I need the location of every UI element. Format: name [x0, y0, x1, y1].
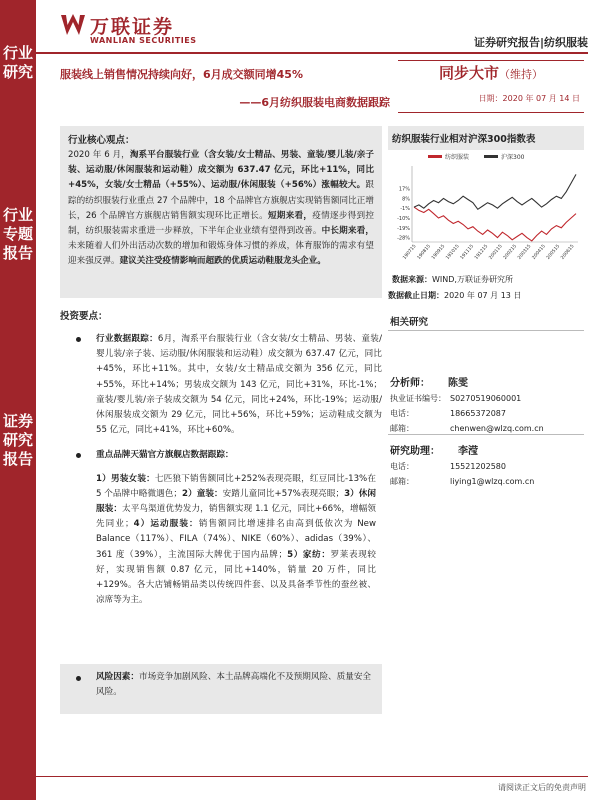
series-line-0 — [414, 207, 576, 241]
y-tick-label: -19% — [397, 225, 410, 232]
analyst-block — [390, 374, 586, 434]
x-tick-label: 190815 — [416, 244, 432, 261]
data-cutoff-date — [388, 290, 521, 301]
risk-label: 风险因素： — [96, 672, 139, 682]
x-tick-label: 200415 — [531, 244, 547, 261]
analyst-email-row[interactable] — [390, 423, 586, 434]
assistant-email-link[interactable]: liying1@wlzq.com.cn — [450, 477, 535, 486]
x-tick-label: 200315 — [517, 244, 533, 261]
logo-chinese-name: 万联证券 — [90, 16, 175, 38]
report-title: 服装线上销售情况持续向好，6月成交额同增45% — [60, 68, 303, 81]
cutoff-label: 数据截止日期： — [388, 291, 444, 300]
sidebar-label-industry-research: 行业研究 — [2, 44, 33, 81]
company-logo — [60, 10, 230, 50]
investment-points — [60, 308, 382, 712]
header-divider — [36, 52, 588, 54]
related-divider — [388, 330, 584, 331]
sidebar-label-special-report: 行业专题报告 — [2, 206, 33, 262]
sub-b-label: 2）童装： — [182, 488, 223, 499]
assistant-block — [390, 442, 586, 487]
report-date: 日期：2020 年 07 月 14 日 — [478, 94, 580, 103]
y-tick-label: -28% — [397, 235, 410, 242]
report-category-tag: 证券研究报告|纺织服装 — [473, 36, 588, 49]
risk-factors-box — [60, 664, 382, 714]
rating-hold: （维持） — [499, 68, 543, 81]
y-tick-label: 17% — [398, 186, 410, 193]
x-tick-label: 191015 — [445, 244, 461, 261]
footer-divider — [36, 776, 588, 777]
core-text-h: 建议关注受疫情影响而超跌的优质运动鞋服龙头企业。 — [119, 256, 326, 267]
chart-title: 纺织服装行业相对沪深300指数表 — [388, 126, 584, 150]
sub-a-label: 1）男装女装： — [96, 473, 155, 484]
logo-w-icon — [60, 12, 86, 38]
report-subtitle: ——6月纺织服装电商数据跟踪 — [239, 96, 390, 109]
core-text-b: 淘系平台服装行业（含女装/女士精品、男装、童装/婴儿装/亲子装、运动服/休闲服装和运动鞋）成交额为 637.47 亿元，环比+11%，同比+45%，女装/女士精品（+55%）、运动服/休闲服装（+56%）涨幅较大。 — [68, 150, 374, 191]
series-line-1 — [414, 174, 576, 209]
assistant-phone: 15521202580 — [450, 462, 506, 471]
assistant-phone-row — [390, 461, 586, 472]
rating-main: 同步大市 — [438, 64, 499, 82]
chart-canvas — [388, 150, 584, 274]
analyst-name-row — [390, 374, 586, 389]
index-chart — [388, 126, 584, 284]
investment-points-title: 投资要点： — [60, 311, 108, 322]
analyst-name: 陈雯 — [448, 378, 468, 389]
related-research-title: 相关研究 — [390, 317, 429, 328]
legend-label-0: 纺织服装 — [445, 154, 470, 161]
bullet-icon — [76, 453, 81, 458]
analyst-email-label: 邮箱： — [390, 424, 414, 433]
sub-e-text: 罗莱表现较好，实现销售额 0.87 亿元，同比+140%，销量 20 万件，同比+129%。各大店铺畅销品类以传统四件套、以及具备季节性的蚕丝被、凉席等为主。 — [96, 549, 376, 606]
risk-text: 市场竞争加剧风险、本土品牌高端化不及预期风险、质量安全风险。 — [96, 672, 372, 698]
assistant-role: 研究助理： — [390, 446, 440, 457]
rating-label — [398, 62, 584, 83]
assistant-email-label: 邮箱： — [390, 477, 414, 486]
x-tick-label: 200215 — [502, 244, 519, 261]
analyst-license-row — [390, 393, 586, 404]
analyst-phone: 18665372087 — [450, 409, 506, 418]
sidebar — [0, 0, 36, 800]
logo-english-name: WANLIAN SECURITIES — [90, 36, 197, 45]
brand-tracking-detail — [60, 472, 382, 609]
x-tick-label: 190715 — [402, 244, 418, 261]
analyst-divider — [388, 434, 584, 435]
core-viewpoint-box — [60, 126, 382, 298]
rating-bottom-divider — [398, 112, 584, 113]
y-tick-label: -1% — [400, 206, 410, 213]
y-tick-label: -10% — [397, 216, 410, 222]
assistant-email-row[interactable] — [390, 476, 586, 487]
sub-e-label: 5）家纺： — [287, 549, 331, 560]
sub-d-text: 销售额同比增速排名由高到低依次为 New Balance（117%）、FILA（74%）、NIKE（60%）、adidas（39%）、361 度（39%），主流国际大牌优于国内品牌； — [96, 519, 376, 560]
analyst-phone-row — [390, 408, 586, 419]
x-tick-label: 191115 — [459, 244, 475, 261]
bullet-icon — [76, 676, 81, 681]
chart-source-label: 数据来源： — [392, 275, 432, 284]
point-industry-data-text: 6月，淘系平台服装行业（含女装/女士精品、男装、童装/婴儿装/亲子装、运动服/休闲服装和运动鞋）成交额为 637.47 亿元，同比+45%，环比+11%。其中，女装/女士精品成交额为 356 亿元，同比+55%，环比+14%；男装成交额为 143 亿元，同比+31%，环比-1%；童装/婴儿装/亲子装成交额为 54 亿元，同比+24%，环比-19%；运动服/休闲服装成交额为 29 亿元，同比+56%，环比+59%；运动鞋成交额为 55 亿元，同比+41%，环比+60%。 — [96, 334, 382, 436]
core-text-d: 短期来看， — [267, 210, 313, 221]
core-viewpoint-text — [68, 148, 374, 270]
sidebar-label-securities-report: 证券研究报告 — [2, 412, 33, 468]
chart-source — [392, 274, 513, 285]
analyst-license-label: 执业证书编号： — [390, 394, 446, 403]
x-tick-label: 200615 — [560, 244, 576, 261]
assistant-phone-label: 电话： — [390, 462, 414, 471]
analyst-phone-label: 电话： — [390, 409, 414, 418]
core-viewpoint-title: 行业核心观点： — [68, 135, 135, 146]
analyst-email-link[interactable]: chenwen@wlzq.com.cn — [450, 424, 544, 433]
point-industry-data — [60, 332, 382, 438]
rating-box — [398, 58, 584, 104]
y-tick-label: 8% — [402, 196, 410, 203]
disclaimer-note: 请阅读正文后的免责声明 — [498, 783, 586, 792]
analyst-license: S0270519060001 — [450, 394, 522, 403]
core-text-g: 未来随着人们外出活动次数的增加和锻炼身体习惯的养成，体育服饰的需求有望迎来强反弹。 — [68, 241, 374, 267]
x-tick-label: 200115 — [488, 244, 504, 261]
sub-a-text: 七匹狼下销售额同比+252%表现亮眼，红豆同比-13%在 5 个品牌中略微遇色； — [96, 473, 376, 499]
sub-d-label: 4）运动服装： — [133, 519, 199, 530]
sub-c-text: 太平鸟渠道优势发力，销售额实现 1.1 亿元，同比+66%，增幅领先同业； — [96, 504, 376, 530]
point-brand-tracking-label: 重点品牌天猫官方旗舰店数据跟踪： — [96, 450, 234, 461]
bullet-icon — [76, 337, 81, 342]
x-tick-label: 191215 — [474, 244, 490, 261]
assistant-name: 李滢 — [458, 446, 478, 457]
core-text-a: 2020 年 6 月， — [68, 150, 130, 160]
legend-swatch-1 — [484, 155, 498, 158]
core-text-e: 疫情逐步得到控制，纺织服装需求重进一步释放，下半年企业业绩有望得到改善。 — [68, 210, 374, 237]
chart-source-value: WIND,万联证券研究所 — [432, 275, 513, 284]
x-tick-label: 190915 — [431, 244, 447, 261]
cutoff-value: 2020 年 07 月 13 日 — [444, 291, 522, 300]
x-tick-label: 200515 — [546, 244, 562, 261]
point-industry-data-label: 行业数据跟踪： — [96, 334, 158, 344]
core-text-c: 跟踪的纺织服装行业重点 27 个品牌中，18 个品牌官方旗舰店实现销售额同比正增长，26 个品牌官方旗舰店销售额实现环比正增长。 — [68, 180, 374, 221]
core-text-f: 中长期来看， — [321, 226, 374, 237]
legend-label-1: 沪深300 — [501, 154, 525, 161]
legend-swatch-0 — [428, 155, 442, 158]
assistant-name-row — [390, 442, 586, 457]
point-brand-tracking — [60, 448, 382, 463]
sub-c-label: 3）休闲服装： — [96, 488, 376, 515]
analyst-role: 分析师： — [390, 378, 430, 389]
sub-b-text: 安踏儿童同比+57%表现亮眼； — [222, 488, 345, 499]
